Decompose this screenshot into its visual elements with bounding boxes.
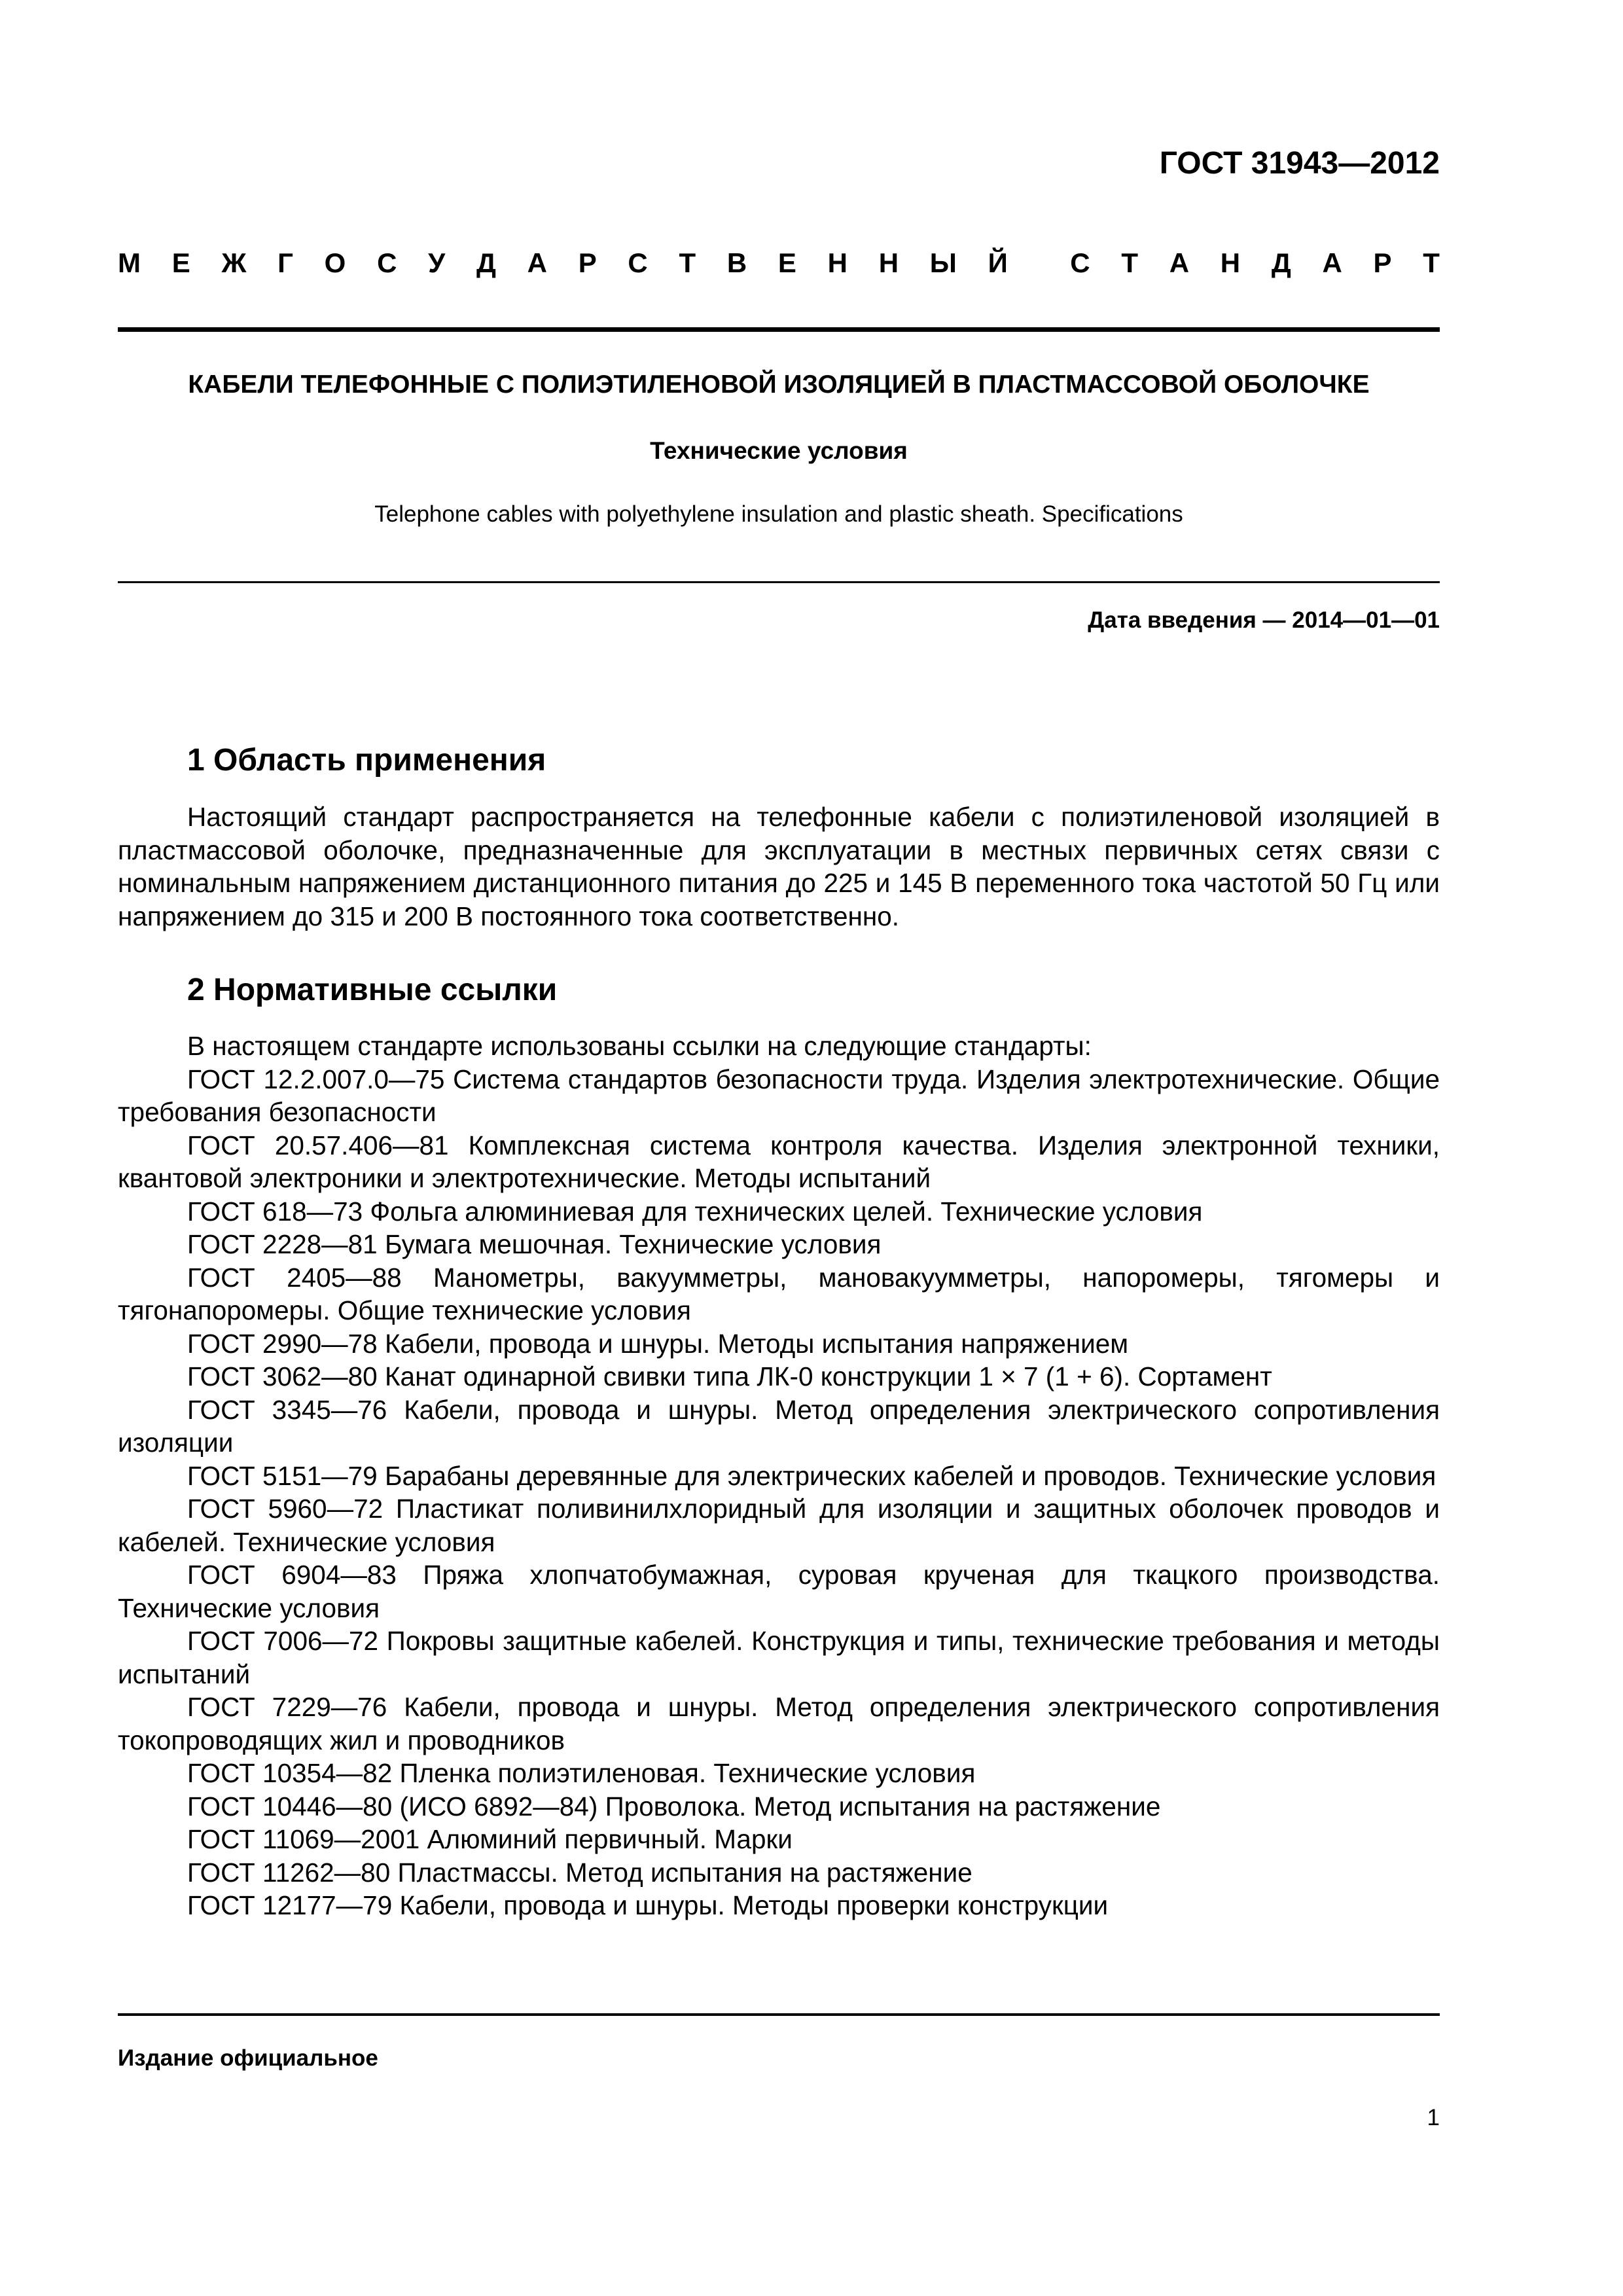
banner-letter: А <box>527 247 547 278</box>
paragraph: ГОСТ 2405—88 Манометры, вакуумметры, мановакуумметры, напоромеры, тягомеры и тягонапоромеры. Общие технические условия <box>118 1262 1440 1325</box>
banner-letter: Р <box>578 247 597 278</box>
paragraph: ГОСТ 10446—80 (ИСО 6892—84) Проволока. Метод испытания на растяжение <box>187 1791 1161 1821</box>
paragraph: ГОСТ 3062—80 Канат одинарной свивки типа ЛК-0 конструкции 1 × 7 (1 + 6). Сортамент <box>187 1361 1272 1391</box>
paragraph: ГОСТ 5960—72 Пластикат поливинилхлоридный для изоляции и защитных оболочек проводов и кабелей. Технические условия <box>118 1494 1440 1557</box>
official-edition-note: Издание официальное <box>118 2045 378 2071</box>
banner-letter: Ж <box>221 247 247 278</box>
banner-letter: Д <box>476 247 496 278</box>
paragraph: Настоящий стандарт распространяется на телефонные кабели с полиэтиленовой изоляцией в пластмассовой оболочке, предназначенные для эксплуатации в местных первичных сетях связи с номинальным напряжением дистанционного питания до 225 и 145 В переменного тока частотой 50 Гц или напряжением до 315 и 200 В постоянного тока соответственно. <box>118 802 1440 931</box>
banner-letter: А <box>1169 247 1190 278</box>
paragraph: ГОСТ 618—73 Фольга алюминиевая для технических целей. Технические условия <box>187 1196 1203 1227</box>
section-1-heading: 1 Область применения <box>187 743 546 778</box>
banner-letter: А <box>1322 247 1342 278</box>
footer-rule <box>118 2013 1440 2016</box>
banner-letter: Т <box>1121 247 1138 278</box>
paragraph: ГОСТ 7006—72 Покровы защитные кабелей. Конструкция и типы, технические требования и методы испытаний <box>118 1626 1440 1689</box>
banner-letter: Д <box>1271 247 1291 278</box>
banner-letter: В <box>726 247 747 278</box>
banner-letter: Т <box>679 247 696 278</box>
banner-letter: М <box>118 247 141 278</box>
banner-letter: Н <box>878 247 899 278</box>
banner-letter: С <box>1070 247 1090 278</box>
paragraph: ГОСТ 12.2.007.0—75 Система стандартов безопасности труда. Изделия электротехнические. Общие требования безопасности <box>118 1064 1440 1127</box>
document-title-en: Telephone cables with polyethylene insulation and plastic sheath. Specifications <box>374 501 1183 527</box>
document-title-ru: КАБЕЛИ ТЕЛЕФОННЫЕ С ПОЛИЭТИЛЕНОВОЙ ИЗОЛЯЦИЕЙ В ПЛАСТМАССОВОЙ ОБОЛОЧКЕ <box>188 370 1370 399</box>
title-rule <box>118 581 1440 583</box>
paragraph: ГОСТ 6904—83 Пряжа хлопчатобумажная, суровая крученая для ткацкого производства. Технические условия <box>118 1560 1440 1623</box>
banner-letter: С <box>377 247 397 278</box>
paragraph: ГОСТ 20.57.406—81 Комплексная система контроля качества. Изделия электронной техники, квантовой электроники и электротехнические. Методы испытаний <box>118 1130 1440 1193</box>
banner-letter: Н <box>827 247 847 278</box>
banner-letter: Г <box>277 247 293 278</box>
paragraph: В настоящем стандарте использованы ссылки на следующие стандарты: <box>187 1031 1092 1061</box>
document-subtitle-ru: Технические условия <box>650 437 908 464</box>
paragraph: ГОСТ 7229—76 Кабели, провода и шнуры. Метод определения электрического сопротивления токопроводящих жил и проводников <box>118 1692 1440 1755</box>
introduction-date: Дата введения — 2014—01—01 <box>1088 607 1440 633</box>
header-rule <box>118 327 1440 332</box>
banner-letter: Р <box>1373 247 1392 278</box>
banner-letter: Н <box>1220 247 1241 278</box>
banner-letter: Е <box>777 247 796 278</box>
page-number: 1 <box>1427 2105 1440 2130</box>
paragraph: ГОСТ 11262—80 Пластмассы. Метод испытания на растяжение <box>187 1857 972 1888</box>
banner-letter: О <box>324 247 346 278</box>
banner-letter: Й <box>988 247 1008 278</box>
banner-letter: С <box>628 247 648 278</box>
banner-letter: У <box>428 247 446 278</box>
paragraph: ГОСТ 5151—79 Барабаны деревянные для электрических кабелей и проводов. Технические условия <box>187 1460 1436 1491</box>
paragraph: ГОСТ 3345—76 Кабели, провода и шнуры. Метод определения электрического сопротивления изоляции <box>118 1394 1440 1458</box>
interstate-standard-banner <box>118 247 1440 279</box>
section-2-heading: 2 Нормативные ссылки <box>187 973 558 1007</box>
section-1-body <box>118 800 1440 933</box>
section-2-body <box>118 1030 1440 1922</box>
paragraph: ГОСТ 11069—2001 Алюминий первичный. Марки <box>187 1824 793 1854</box>
paragraph: ГОСТ 10354—82 Пленка полиэтиленовая. Технические условия <box>187 1758 976 1788</box>
banner-letter: Е <box>171 247 190 278</box>
document-code: ГОСТ 31943—2012 <box>1159 146 1440 181</box>
paragraph: ГОСТ 2228—81 Бумага мешочная. Технические условия <box>187 1229 882 1259</box>
paragraph: ГОСТ 2990—78 Кабели, провода и шнуры. Методы испытания напряжением <box>187 1328 1129 1359</box>
banner-letter: Ы <box>929 247 957 278</box>
banner-letter: Т <box>1423 247 1440 278</box>
paragraph: ГОСТ 12177—79 Кабели, провода и шнуры. Методы проверки конструкции <box>187 1890 1109 1920</box>
